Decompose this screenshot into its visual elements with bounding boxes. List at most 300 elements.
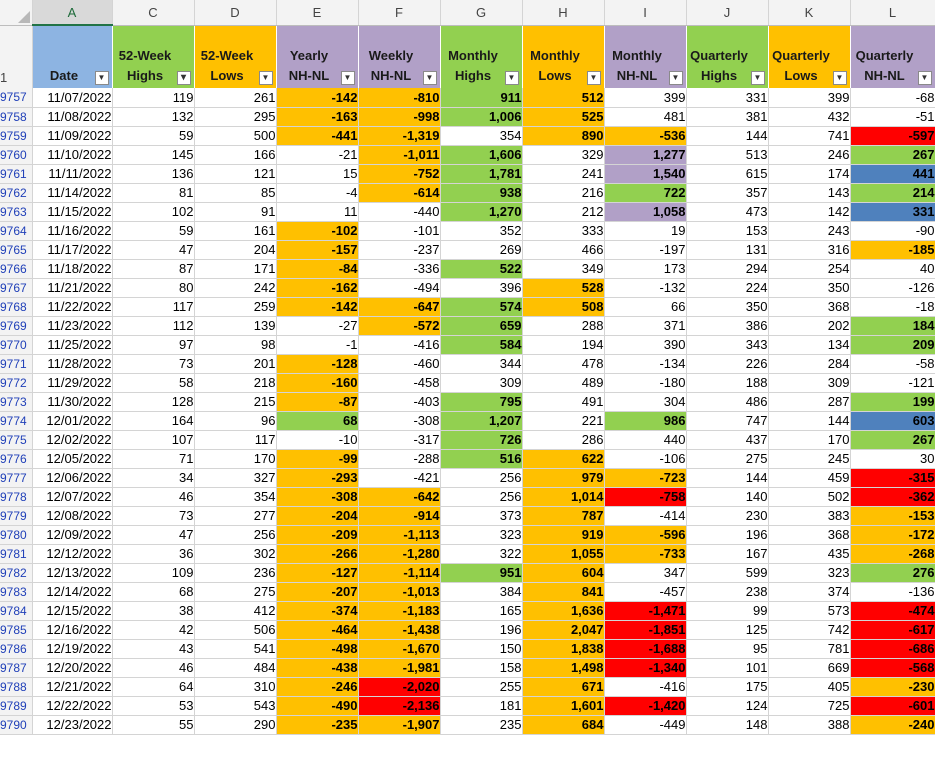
- row-number[interactable]: 9776: [0, 449, 32, 468]
- cell-col-g[interactable]: 373: [440, 506, 522, 525]
- filter-dropdown-icon[interactable]: ▼: [423, 71, 437, 85]
- filter-active-icon[interactable]: ▾: [177, 71, 191, 85]
- cell-col-d[interactable]: 256: [194, 525, 276, 544]
- cell-col-k[interactable]: 405: [768, 677, 850, 696]
- cell-col-c[interactable]: 64: [112, 677, 194, 696]
- cell-col-h[interactable]: 1,498: [522, 658, 604, 677]
- row-number[interactable]: 9759: [0, 126, 32, 145]
- date-cell[interactable]: 11/14/2022: [32, 183, 112, 202]
- date-cell[interactable]: 11/23/2022: [32, 316, 112, 335]
- cell-col-j[interactable]: 615: [686, 164, 768, 183]
- cell-col-e[interactable]: -464: [276, 620, 358, 639]
- cell-col-f[interactable]: -317: [358, 430, 440, 449]
- cell-col-g[interactable]: 344: [440, 354, 522, 373]
- header-cell-quarterly-lows[interactable]: [768, 25, 850, 88]
- cell-col-k[interactable]: 142: [768, 202, 850, 221]
- cell-col-k[interactable]: 350: [768, 278, 850, 297]
- cell-col-k[interactable]: 741: [768, 126, 850, 145]
- cell-col-k[interactable]: 502: [768, 487, 850, 506]
- date-cell[interactable]: 11/30/2022: [32, 392, 112, 411]
- row-number[interactable]: 9766: [0, 259, 32, 278]
- cell-col-k[interactable]: 459: [768, 468, 850, 487]
- cell-col-g[interactable]: 659: [440, 316, 522, 335]
- cell-col-h[interactable]: 787: [522, 506, 604, 525]
- cell-col-i[interactable]: 304: [604, 392, 686, 411]
- cell-col-d[interactable]: 310: [194, 677, 276, 696]
- cell-col-e[interactable]: 68: [276, 411, 358, 430]
- cell-col-j[interactable]: 188: [686, 373, 768, 392]
- cell-col-k[interactable]: 202: [768, 316, 850, 335]
- column-letter-header[interactable]: C: [112, 0, 194, 25]
- cell-col-d[interactable]: 354: [194, 487, 276, 506]
- cell-col-e[interactable]: -157: [276, 240, 358, 259]
- cell-col-e[interactable]: -142: [276, 297, 358, 316]
- cell-col-d[interactable]: 91: [194, 202, 276, 221]
- row-number[interactable]: 9780: [0, 525, 32, 544]
- cell-col-j[interactable]: 275: [686, 449, 768, 468]
- cell-col-d[interactable]: 161: [194, 221, 276, 240]
- date-cell[interactable]: 11/08/2022: [32, 107, 112, 126]
- cell-col-k[interactable]: 134: [768, 335, 850, 354]
- cell-col-e[interactable]: -1: [276, 335, 358, 354]
- cell-col-h[interactable]: 979: [522, 468, 604, 487]
- cell-col-c[interactable]: 136: [112, 164, 194, 183]
- cell-col-c[interactable]: 109: [112, 563, 194, 582]
- row-number[interactable]: 9788: [0, 677, 32, 696]
- header-cell-quarterly-nh-nl[interactable]: [850, 25, 935, 88]
- cell-col-e[interactable]: -84: [276, 259, 358, 278]
- row-number[interactable]: 9789: [0, 696, 32, 715]
- cell-col-i[interactable]: 399: [604, 88, 686, 107]
- cell-col-k[interactable]: 383: [768, 506, 850, 525]
- cell-col-l[interactable]: -268: [850, 544, 935, 563]
- date-cell[interactable]: 12/15/2022: [32, 601, 112, 620]
- cell-col-g[interactable]: 269: [440, 240, 522, 259]
- cell-col-j[interactable]: 513: [686, 145, 768, 164]
- cell-col-c[interactable]: 42: [112, 620, 194, 639]
- header-cell-monthly-lows[interactable]: [522, 25, 604, 88]
- cell-col-i[interactable]: 1,058: [604, 202, 686, 221]
- date-cell[interactable]: 12/16/2022: [32, 620, 112, 639]
- cell-col-i[interactable]: 1,540: [604, 164, 686, 183]
- cell-col-d[interactable]: 275: [194, 582, 276, 601]
- cell-col-d[interactable]: 204: [194, 240, 276, 259]
- row-number[interactable]: 9760: [0, 145, 32, 164]
- row-number[interactable]: 9787: [0, 658, 32, 677]
- cell-col-h[interactable]: 508: [522, 297, 604, 316]
- cell-col-d[interactable]: 166: [194, 145, 276, 164]
- cell-col-f[interactable]: -336: [358, 259, 440, 278]
- cell-col-f[interactable]: -1,438: [358, 620, 440, 639]
- cell-col-i[interactable]: 173: [604, 259, 686, 278]
- cell-col-l[interactable]: 184: [850, 316, 935, 335]
- cell-col-l[interactable]: -230: [850, 677, 935, 696]
- cell-col-e[interactable]: -21: [276, 145, 358, 164]
- row-number[interactable]: 1: [0, 25, 32, 88]
- cell-col-i[interactable]: -132: [604, 278, 686, 297]
- date-cell[interactable]: 12/06/2022: [32, 468, 112, 487]
- cell-col-i[interactable]: -197: [604, 240, 686, 259]
- cell-col-k[interactable]: 144: [768, 411, 850, 430]
- cell-col-i[interactable]: -758: [604, 487, 686, 506]
- cell-col-c[interactable]: 80: [112, 278, 194, 297]
- cell-col-i[interactable]: -416: [604, 677, 686, 696]
- cell-col-e[interactable]: -10: [276, 430, 358, 449]
- filter-dropdown-icon[interactable]: ▼: [669, 71, 683, 85]
- cell-col-d[interactable]: 506: [194, 620, 276, 639]
- cell-col-g[interactable]: 584: [440, 335, 522, 354]
- cell-col-f[interactable]: -308: [358, 411, 440, 430]
- cell-col-g[interactable]: 951: [440, 563, 522, 582]
- cell-col-f[interactable]: -288: [358, 449, 440, 468]
- cell-col-c[interactable]: 112: [112, 316, 194, 335]
- cell-col-i[interactable]: 722: [604, 183, 686, 202]
- date-cell[interactable]: 11/29/2022: [32, 373, 112, 392]
- cell-col-c[interactable]: 102: [112, 202, 194, 221]
- cell-col-e[interactable]: -490: [276, 696, 358, 715]
- cell-col-f[interactable]: -914: [358, 506, 440, 525]
- cell-col-c[interactable]: 68: [112, 582, 194, 601]
- row-number[interactable]: 9767: [0, 278, 32, 297]
- cell-col-j[interactable]: 99: [686, 601, 768, 620]
- cell-col-l[interactable]: 331: [850, 202, 935, 221]
- column-letter-header[interactable]: I: [604, 0, 686, 25]
- row-number[interactable]: 9758: [0, 107, 32, 126]
- date-cell[interactable]: 12/23/2022: [32, 715, 112, 734]
- cell-col-d[interactable]: 327: [194, 468, 276, 487]
- cell-col-f[interactable]: -1,670: [358, 639, 440, 658]
- cell-col-e[interactable]: -207: [276, 582, 358, 601]
- cell-col-j[interactable]: 167: [686, 544, 768, 563]
- cell-col-k[interactable]: 742: [768, 620, 850, 639]
- cell-col-d[interactable]: 259: [194, 297, 276, 316]
- column-letter-header[interactable]: D: [194, 0, 276, 25]
- cell-col-j[interactable]: 386: [686, 316, 768, 335]
- cell-col-k[interactable]: 245: [768, 449, 850, 468]
- cell-col-g[interactable]: 795: [440, 392, 522, 411]
- filter-dropdown-icon[interactable]: ▼: [751, 71, 765, 85]
- date-cell[interactable]: 11/07/2022: [32, 88, 112, 107]
- date-cell[interactable]: 12/19/2022: [32, 639, 112, 658]
- cell-col-f[interactable]: -2,020: [358, 677, 440, 696]
- cell-col-g[interactable]: 1,270: [440, 202, 522, 221]
- row-number[interactable]: 9783: [0, 582, 32, 601]
- cell-col-k[interactable]: 725: [768, 696, 850, 715]
- cell-col-l[interactable]: 40: [850, 259, 935, 278]
- date-cell[interactable]: 12/20/2022: [32, 658, 112, 677]
- cell-col-i[interactable]: 481: [604, 107, 686, 126]
- cell-col-d[interactable]: 541: [194, 639, 276, 658]
- cell-col-k[interactable]: 781: [768, 639, 850, 658]
- cell-col-k[interactable]: 374: [768, 582, 850, 601]
- cell-col-c[interactable]: 164: [112, 411, 194, 430]
- cell-col-e[interactable]: -441: [276, 126, 358, 145]
- cell-col-c[interactable]: 58: [112, 373, 194, 392]
- cell-col-h[interactable]: 1,636: [522, 601, 604, 620]
- cell-col-l[interactable]: 209: [850, 335, 935, 354]
- column-letter-header[interactable]: G: [440, 0, 522, 25]
- cell-col-l[interactable]: 276: [850, 563, 935, 582]
- cell-col-f[interactable]: -752: [358, 164, 440, 183]
- cell-col-e[interactable]: 11: [276, 202, 358, 221]
- cell-col-l[interactable]: -90: [850, 221, 935, 240]
- cell-col-h[interactable]: 2,047: [522, 620, 604, 639]
- header-cell-52-week-lows[interactable]: [194, 25, 276, 88]
- row-number[interactable]: 9782: [0, 563, 32, 582]
- cell-col-f[interactable]: -101: [358, 221, 440, 240]
- row-number[interactable]: 9778: [0, 487, 32, 506]
- cell-col-h[interactable]: 212: [522, 202, 604, 221]
- cell-col-c[interactable]: 117: [112, 297, 194, 316]
- cell-col-e[interactable]: -163: [276, 107, 358, 126]
- header-cell-monthly-nh-nl[interactable]: [604, 25, 686, 88]
- cell-col-e[interactable]: -128: [276, 354, 358, 373]
- cell-col-l[interactable]: -153: [850, 506, 935, 525]
- date-cell[interactable]: 12/14/2022: [32, 582, 112, 601]
- date-cell[interactable]: 11/22/2022: [32, 297, 112, 316]
- cell-col-f[interactable]: -647: [358, 297, 440, 316]
- cell-col-h[interactable]: 1,601: [522, 696, 604, 715]
- row-number[interactable]: 9779: [0, 506, 32, 525]
- cell-col-f[interactable]: -642: [358, 487, 440, 506]
- cell-col-k[interactable]: 368: [768, 525, 850, 544]
- row-number[interactable]: 9771: [0, 354, 32, 373]
- cell-col-h[interactable]: 1,055: [522, 544, 604, 563]
- cell-col-i[interactable]: -457: [604, 582, 686, 601]
- cell-col-g[interactable]: 256: [440, 468, 522, 487]
- cell-col-f[interactable]: -460: [358, 354, 440, 373]
- row-number[interactable]: 9764: [0, 221, 32, 240]
- cell-col-j[interactable]: 131: [686, 240, 768, 259]
- cell-col-f[interactable]: -572: [358, 316, 440, 335]
- date-cell[interactable]: 12/13/2022: [32, 563, 112, 582]
- column-letter-header[interactable]: F: [358, 0, 440, 25]
- cell-col-j[interactable]: 238: [686, 582, 768, 601]
- cell-col-e[interactable]: -204: [276, 506, 358, 525]
- cell-col-g[interactable]: 384: [440, 582, 522, 601]
- cell-col-k[interactable]: 309: [768, 373, 850, 392]
- cell-col-j[interactable]: 437: [686, 430, 768, 449]
- cell-col-i[interactable]: -596: [604, 525, 686, 544]
- cell-col-h[interactable]: 216: [522, 183, 604, 202]
- cell-col-d[interactable]: 412: [194, 601, 276, 620]
- cell-col-k[interactable]: 284: [768, 354, 850, 373]
- cell-col-g[interactable]: 150: [440, 639, 522, 658]
- date-cell[interactable]: 11/25/2022: [32, 335, 112, 354]
- cell-col-h[interactable]: 241: [522, 164, 604, 183]
- cell-col-l[interactable]: -185: [850, 240, 935, 259]
- cell-col-i[interactable]: 986: [604, 411, 686, 430]
- cell-col-e[interactable]: 15: [276, 164, 358, 183]
- cell-col-i[interactable]: -723: [604, 468, 686, 487]
- row-number[interactable]: 9775: [0, 430, 32, 449]
- filter-dropdown-icon[interactable]: ▼: [587, 71, 601, 85]
- cell-col-j[interactable]: 343: [686, 335, 768, 354]
- cell-col-f[interactable]: -1,907: [358, 715, 440, 734]
- cell-col-f[interactable]: -1,183: [358, 601, 440, 620]
- cell-col-j[interactable]: 230: [686, 506, 768, 525]
- cell-col-c[interactable]: 55: [112, 715, 194, 734]
- row-number[interactable]: 9761: [0, 164, 32, 183]
- date-cell[interactable]: 12/01/2022: [32, 411, 112, 430]
- cell-col-c[interactable]: 71: [112, 449, 194, 468]
- cell-col-l[interactable]: -126: [850, 278, 935, 297]
- cell-col-c[interactable]: 59: [112, 221, 194, 240]
- cell-col-j[interactable]: 357: [686, 183, 768, 202]
- cell-col-c[interactable]: 128: [112, 392, 194, 411]
- cell-col-f[interactable]: -440: [358, 202, 440, 221]
- cell-col-e[interactable]: -142: [276, 88, 358, 107]
- cell-col-k[interactable]: 143: [768, 183, 850, 202]
- cell-col-f[interactable]: -403: [358, 392, 440, 411]
- cell-col-l[interactable]: -601: [850, 696, 935, 715]
- filter-dropdown-icon[interactable]: ▼: [918, 71, 932, 85]
- cell-col-e[interactable]: -87: [276, 392, 358, 411]
- date-cell[interactable]: 11/17/2022: [32, 240, 112, 259]
- cell-col-i[interactable]: 440: [604, 430, 686, 449]
- header-cell-date[interactable]: [32, 25, 112, 88]
- cell-col-g[interactable]: 255: [440, 677, 522, 696]
- cell-col-k[interactable]: 388: [768, 715, 850, 734]
- cell-col-i[interactable]: 371: [604, 316, 686, 335]
- cell-col-d[interactable]: 171: [194, 259, 276, 278]
- cell-col-e[interactable]: -4: [276, 183, 358, 202]
- cell-col-g[interactable]: 938: [440, 183, 522, 202]
- cell-col-l[interactable]: -474: [850, 601, 935, 620]
- cell-col-d[interactable]: 242: [194, 278, 276, 297]
- cell-col-i[interactable]: -733: [604, 544, 686, 563]
- cell-col-f[interactable]: -1,981: [358, 658, 440, 677]
- row-number[interactable]: 9762: [0, 183, 32, 202]
- cell-col-d[interactable]: 139: [194, 316, 276, 335]
- cell-col-l[interactable]: -136: [850, 582, 935, 601]
- date-cell[interactable]: 12/05/2022: [32, 449, 112, 468]
- cell-col-i[interactable]: 19: [604, 221, 686, 240]
- cell-col-f[interactable]: -421: [358, 468, 440, 487]
- cell-col-j[interactable]: 140: [686, 487, 768, 506]
- cell-col-d[interactable]: 218: [194, 373, 276, 392]
- cell-col-h[interactable]: 286: [522, 430, 604, 449]
- cell-col-e[interactable]: -162: [276, 278, 358, 297]
- cell-col-l[interactable]: 267: [850, 145, 935, 164]
- row-number[interactable]: 9777: [0, 468, 32, 487]
- cell-col-g[interactable]: 352: [440, 221, 522, 240]
- cell-col-f[interactable]: -416: [358, 335, 440, 354]
- cell-col-d[interactable]: 117: [194, 430, 276, 449]
- cell-col-j[interactable]: 473: [686, 202, 768, 221]
- cell-col-l[interactable]: -68: [850, 88, 935, 107]
- cell-col-d[interactable]: 236: [194, 563, 276, 582]
- cell-col-j[interactable]: 331: [686, 88, 768, 107]
- cell-col-i[interactable]: -536: [604, 126, 686, 145]
- cell-col-l[interactable]: 199: [850, 392, 935, 411]
- cell-col-d[interactable]: 290: [194, 715, 276, 734]
- cell-col-h[interactable]: 919: [522, 525, 604, 544]
- cell-col-g[interactable]: 1,781: [440, 164, 522, 183]
- cell-col-e[interactable]: -374: [276, 601, 358, 620]
- cell-col-g[interactable]: 309: [440, 373, 522, 392]
- cell-col-j[interactable]: 599: [686, 563, 768, 582]
- cell-col-e[interactable]: -160: [276, 373, 358, 392]
- cell-col-f[interactable]: -1,013: [358, 582, 440, 601]
- cell-col-e[interactable]: -498: [276, 639, 358, 658]
- cell-col-j[interactable]: 125: [686, 620, 768, 639]
- date-cell[interactable]: 12/22/2022: [32, 696, 112, 715]
- cell-col-g[interactable]: 196: [440, 620, 522, 639]
- cell-col-l[interactable]: -58: [850, 354, 935, 373]
- cell-col-c[interactable]: 38: [112, 601, 194, 620]
- row-number[interactable]: 9785: [0, 620, 32, 639]
- cell-col-h[interactable]: 528: [522, 278, 604, 297]
- row-number[interactable]: 9774: [0, 411, 32, 430]
- cell-col-d[interactable]: 484: [194, 658, 276, 677]
- cell-col-c[interactable]: 46: [112, 658, 194, 677]
- cell-col-i[interactable]: -134: [604, 354, 686, 373]
- cell-col-e[interactable]: -308: [276, 487, 358, 506]
- cell-col-j[interactable]: 224: [686, 278, 768, 297]
- cell-col-d[interactable]: 261: [194, 88, 276, 107]
- cell-col-h[interactable]: 841: [522, 582, 604, 601]
- cell-col-h[interactable]: 478: [522, 354, 604, 373]
- cell-col-d[interactable]: 201: [194, 354, 276, 373]
- cell-col-g[interactable]: 165: [440, 601, 522, 620]
- cell-col-h[interactable]: 288: [522, 316, 604, 335]
- cell-col-d[interactable]: 500: [194, 126, 276, 145]
- header-cell-yearly-nh-nl[interactable]: [276, 25, 358, 88]
- date-cell[interactable]: 11/28/2022: [32, 354, 112, 373]
- date-cell[interactable]: 12/07/2022: [32, 487, 112, 506]
- column-letter-header[interactable]: E: [276, 0, 358, 25]
- cell-col-c[interactable]: 81: [112, 183, 194, 202]
- cell-col-j[interactable]: 747: [686, 411, 768, 430]
- select-all-corner[interactable]: [0, 0, 32, 25]
- cell-col-g[interactable]: 726: [440, 430, 522, 449]
- cell-col-e[interactable]: -266: [276, 544, 358, 563]
- cell-col-g[interactable]: 911: [440, 88, 522, 107]
- cell-col-i[interactable]: -106: [604, 449, 686, 468]
- cell-col-h[interactable]: 491: [522, 392, 604, 411]
- cell-col-h[interactable]: 489: [522, 373, 604, 392]
- cell-col-l[interactable]: -617: [850, 620, 935, 639]
- row-number[interactable]: 9763: [0, 202, 32, 221]
- cell-col-h[interactable]: 333: [522, 221, 604, 240]
- cell-col-k[interactable]: 246: [768, 145, 850, 164]
- cell-col-k[interactable]: 435: [768, 544, 850, 563]
- cell-col-g[interactable]: 516: [440, 449, 522, 468]
- cell-col-l[interactable]: -121: [850, 373, 935, 392]
- cell-col-d[interactable]: 98: [194, 335, 276, 354]
- cell-col-d[interactable]: 96: [194, 411, 276, 430]
- cell-col-g[interactable]: 522: [440, 259, 522, 278]
- cell-col-l[interactable]: -18: [850, 297, 935, 316]
- cell-col-l[interactable]: -240: [850, 715, 935, 734]
- date-cell[interactable]: 12/02/2022: [32, 430, 112, 449]
- header-cell-weekly-nh-nl[interactable]: [358, 25, 440, 88]
- cell-col-d[interactable]: 85: [194, 183, 276, 202]
- cell-col-f[interactable]: -810: [358, 88, 440, 107]
- filter-dropdown-icon[interactable]: ▼: [833, 71, 847, 85]
- row-number[interactable]: 9765: [0, 240, 32, 259]
- cell-col-c[interactable]: 119: [112, 88, 194, 107]
- cell-col-h[interactable]: 329: [522, 145, 604, 164]
- date-cell[interactable]: 11/09/2022: [32, 126, 112, 145]
- cell-col-l[interactable]: -686: [850, 639, 935, 658]
- date-cell[interactable]: 11/18/2022: [32, 259, 112, 278]
- cell-col-i[interactable]: 66: [604, 297, 686, 316]
- column-letter-header[interactable]: L: [850, 0, 935, 25]
- cell-col-e[interactable]: -438: [276, 658, 358, 677]
- cell-col-e[interactable]: -99: [276, 449, 358, 468]
